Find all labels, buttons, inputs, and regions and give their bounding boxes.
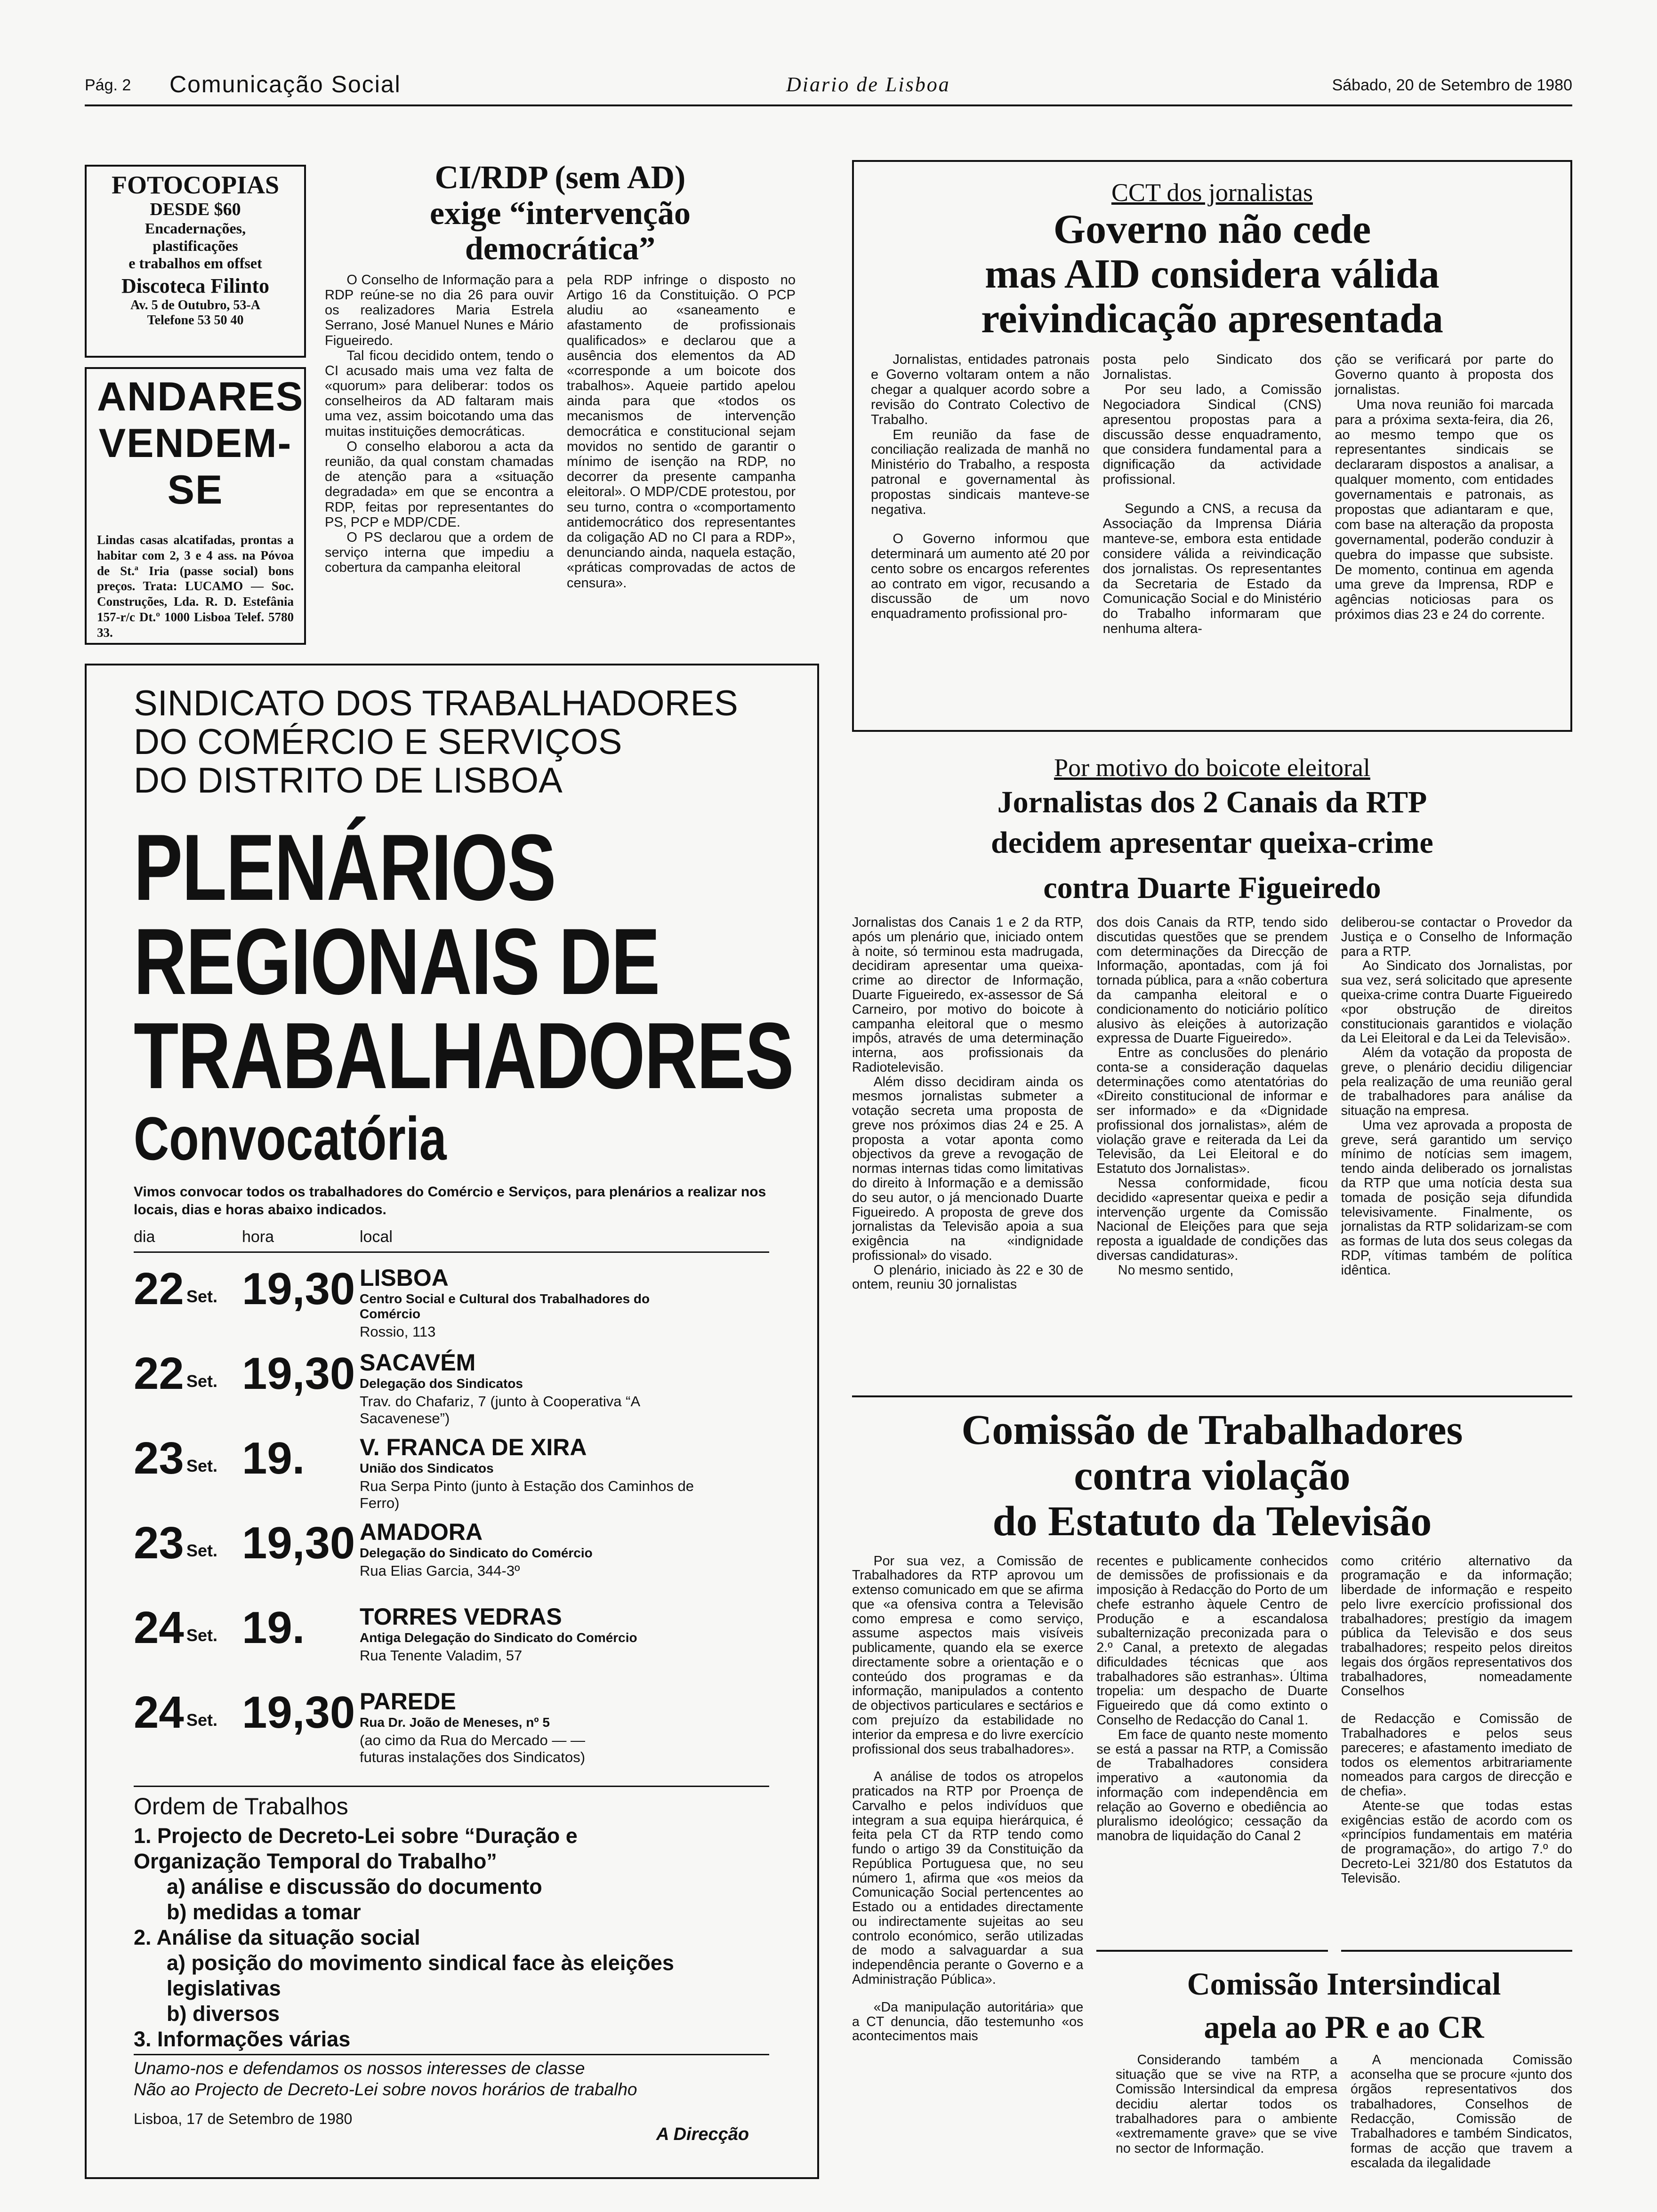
title-line: REGIONAIS DE: [134, 909, 660, 1014]
paragraph: posta pelo Sindicato dos Jornalistas.: [1102, 353, 1322, 382]
row-venue: Rua Dr. João de Meneses, nº 5: [360, 1715, 550, 1730]
ad-fotocopias-line: DESDE $60: [150, 200, 241, 220]
row-time: 19.: [242, 1603, 305, 1653]
row-venue: União dos Sindicatos: [360, 1461, 494, 1475]
paragraph: Em face de quanto neste momento se está a passar na RTP, a Comissão de Trabalhadores considera imperativo a «autonomia da informação com independência em relação ao Governo e obediência ao pluralismo ideológico; cessação da manobra de liquidação do Canal 2: [1096, 1727, 1328, 1844]
ad-andares-title: ANDARES: [97, 374, 304, 419]
ordem-item: a) análise e discussão do documento: [167, 1875, 542, 1899]
article-body: [1116, 2053, 1572, 2180]
title-line: TRABALHADORES: [134, 1003, 794, 1108]
row-address: Rua Elias Garcia, 344-3º: [360, 1563, 520, 1579]
issue-date: Sábado, 20 de Setembro de 1980: [1332, 76, 1572, 94]
row-place: PAREDE: [360, 1688, 456, 1715]
paragraph: Entre as conclusões do plenário conta-se a consideração daquelas determinações como atentatórias do «Direito constitucional de informar e ser informado» e da «Dignidade profissional dos jornalistas», além de violação grave e reiterada da Lei da Televisão, da Lei Eleitoral e do Estatuto dos Jornalistas».: [1096, 1045, 1328, 1177]
row-time: 19,30: [242, 1348, 355, 1399]
row-day: 24: [134, 1687, 184, 1738]
signature: A Direcção: [656, 2124, 749, 2144]
row-time: 19,30: [242, 1518, 355, 1568]
closing-line: Unamo-nos e defendamos os nossos interesses de classe: [134, 2059, 585, 2078]
ordem-item: 3. Informações várias: [134, 2027, 351, 2051]
ordem-item: b) medidas a tomar: [167, 1900, 361, 1924]
paragraph: O plenário, iniciado às 22 e 30 de ontem, reuniu 30 jornalistas: [852, 1262, 1084, 1292]
paragraph: Além disso decidiram ainda os mesmos jornalistas submeter a votação secreta uma proposta de greve nos próximos dias 24 e 25. A proposta a votar aponta como objectivos da greve a revogação de normas internas tidas como limitativas do direito à Informação e a demissão do seu autor, o já mencionado Duarte Figueiredo. A proposta de greve dos jornalistas da Televisão apoia a sua exigência na «indignidade profissional» do visado.: [852, 1074, 1084, 1263]
paragraph: O conselho elaborou a acta da reunião, da qual constam chamadas de atenção para a «situação degradada» em que se encontra a RDP, feitas por representantes do PS, PCP e MDP/CDE.: [325, 439, 554, 530]
row-address: Rossio, 113: [360, 1323, 436, 1340]
ad-sindicato: [85, 664, 819, 2179]
headline: exige “intervenção: [430, 195, 691, 232]
paragraph: Tal ficou decidido ontem, tendo o CI acusado mais uma vez falta de «quorum» para deliberar: todos os conselheiros da AD faltaram mais uma vez, assim boicotando uma das muitas instituições democráticas.: [325, 348, 554, 439]
row-day: 24: [134, 1603, 184, 1653]
row-month: Set.: [186, 1456, 218, 1475]
article-body: [871, 353, 1553, 710]
row-venue: Delegação dos Sindicatos: [360, 1376, 523, 1391]
headline: apela ao PR e ao CR: [1204, 2009, 1484, 2045]
paragraph: ção se verificará por parte do Governo quanto à proposta dos jornalistas.: [1335, 353, 1554, 397]
union-name-line: DO DISTRITO DE LISBOA: [134, 761, 563, 801]
ad-fotocopias-shop: Discoteca Filinto: [121, 274, 270, 298]
page-header: [85, 71, 1572, 99]
ad-fotocopias-line: plastificações: [153, 237, 238, 255]
ad-fotocopias-address: Av. 5 de Outubro, 53-A: [130, 298, 260, 313]
table-row: [134, 1263, 793, 1348]
kicker: CCT dos jornalistas: [1111, 178, 1313, 207]
headline: contra violação: [1074, 1452, 1351, 1499]
table-row: [134, 1348, 793, 1433]
paragraph: A análise de todos os atropelos praticados na RTP por Proença de Carvalho e pelos indivíduos que integram a sua equipa hierárquica, é feita pela CT da RTP tendo como fundo o artigo 39 da Constituição da República Portuguesa que, no seu número 1, afirma que «os meios da Comunicação Social pertencentes ao Estado ou a entidades directamente ou indirectamente sujeitas ao seu controlo económico, serão utilizadas de modo a salvaguardar a sua independência perante o Governo e a Administração Pública».: [852, 1769, 1084, 1987]
paragraph: pela RDP infringe o disposto no Artigo 16 da Constituição. O PCP aludiu ao «saneamento e afastamento de profissionais qualificados» e declarou que a ausência dos elementos da AD «corresponde a um boicote dos trabalhos». Aqueie partido apelou ainda para que «todos os mecanismos de intervenção democrática e constitucional sejam movidos no sentido de garantir o mínimo de isenção na RDP, no decorrer da presente campanha eleitoral». O MDP/CDE protestou, por seu turno, contra o «comportamento antidemocrático dos representantes da coligação AD no CI para a RDP», denunciando ainda, naquela estação, «práticas comprovadas de actos de censura».: [567, 272, 796, 591]
ad-fotocopias-line: Encadernações,: [145, 220, 246, 237]
col-header-rule: [134, 1251, 769, 1253]
row-place: SACAVÉM: [360, 1349, 476, 1376]
headline: Comissão Intersindical: [1187, 1966, 1501, 2002]
headline: do Estatuto da Televisão: [992, 1498, 1432, 1545]
headline: Governo não cede: [1053, 207, 1371, 252]
row-venue: Centro Social e Cultural dos Trabalhadores do Comércio: [360, 1291, 650, 1322]
union-name-line: SINDICATO DOS TRABALHADORES: [134, 683, 738, 723]
row-place: AMADORA: [360, 1519, 483, 1545]
ad-andares: [85, 367, 306, 645]
ordem-item: legislativas: [167, 1976, 281, 2000]
ordem-list: [134, 1823, 793, 2052]
table-row: [134, 1687, 793, 1771]
ad-andares-text: Lindas casas alcatifadas, prontas a habitar com 2, 3 e 4 ass. na Póvoa de St.ª Iria (passe social) bons preços. Trata: LUCAMO — Soc. Construções, Lda. R. D. Estefânia 157-r/c Dt.º 1000 Lisboa Telef. 5780 33.: [97, 532, 294, 640]
row-month: Set.: [186, 1626, 218, 1645]
section-rule: [852, 1395, 1572, 1397]
ordem-item: a) posição do movimento sindical face às eleições: [167, 1951, 674, 1975]
paragraph: deliberou-se contactar o Provedor da Justiça e o Conselho de Informação para a RTP.: [1341, 915, 1572, 959]
closing-rule: [134, 2054, 769, 2055]
convocatoria-intro: Vimos convocar todos os trabalhadores do Comércio e Serviços, para plenários a realizar nos locais, dias e horas abaixo indicados.: [134, 1184, 766, 1218]
table-row: [134, 1517, 793, 1602]
union-name: [134, 684, 738, 800]
article-cct: [852, 160, 1572, 732]
col-header-dia: dia: [134, 1228, 155, 1246]
article-body: [852, 915, 1572, 1395]
paragraph: O PS declarou que a ordem de serviço interna que impediu a cobertura da campanha eleitoral: [325, 529, 554, 576]
col-header-local: local: [360, 1228, 393, 1246]
table-row: [134, 1602, 793, 1687]
article-intersindical: [1116, 1963, 1572, 2188]
row-address: Trav. do Chafariz, 7 (junto à Cooperativa “A Sacavenese”): [360, 1393, 640, 1427]
paragraph: Por seu lado, a Comissão Negociadora Sindical (CNS) apresentou propostas para a discussão desse enquadramento, que considera fundamental para a dignificação da actividade profissional.: [1102, 382, 1322, 488]
paragraph: Jornalistas, entidades patronais e Governo voltaram ontem a não chegar a qualquer acordo sobre a revisão do Contrato Colectivo de Trabalho.: [871, 353, 1090, 427]
row-month: Set.: [186, 1371, 218, 1391]
row-address: (ao cimo da Rua do Mercado — — futuras instalações dos Sindicatos): [360, 1732, 586, 1765]
ordem-title: Ordem de Trabalhos: [134, 1793, 348, 1819]
headline: contra Duarte Figueiredo: [1043, 870, 1381, 905]
ordem-rule: [134, 1786, 769, 1787]
row-venue: Antiga Delegação do Sindicato do Comércio: [360, 1630, 637, 1645]
row-day: 22: [134, 1348, 184, 1399]
masthead: Diario de Lisboa: [786, 73, 950, 96]
ad-fotocopias: [85, 165, 306, 358]
col-header-hora: hora: [242, 1228, 274, 1246]
place-date: Lisboa, 17 de Setembro de 1980: [134, 2110, 353, 2127]
row-time: 19,30: [242, 1264, 355, 1314]
paragraph: Além da votação da proposta de greve, o plenário decidiu diligenciar pela realização de uma reunião geral de trabalhadores para análise da situação na empresa.: [1341, 1045, 1572, 1119]
headline: mas AID considera válida: [985, 251, 1440, 297]
article-rdp: [325, 160, 796, 645]
paragraph: Nessa conformidade, ficou decidido «apresentar queixa e pedir a intervenção urgente da Comissão Nacional de Eleições para que seja reposta a igualdade de condições das diversas candidaturas».: [1096, 1175, 1328, 1263]
row-place: TORRES VEDRAS: [360, 1603, 562, 1630]
article-body: [325, 272, 796, 640]
paragraph: Jornalistas dos Canais 1 e 2 da RTP, após um plenário que, iniciado ontem à noite, só terminou esta madrugada, decidiram apresentar uma queixa-crime ao director de Informação, Duarte Figueiredo, ex-assessor de Sá Carneiro, por motivo do boicote à campanha eleitoral que o mesmo impôs, através de uma determinação interna, aos profissionais da Radiotelevisão.: [852, 915, 1084, 1075]
article-rtp: [852, 753, 1572, 1417]
headline: decidem apresentar queixa-crime: [991, 825, 1433, 860]
paragraph: «Da manipulação autoritária» que a CT denuncia, dão testemunho «os acontecimentos mais: [852, 1999, 1084, 2044]
paragraph: Por sua vez, a Comissão de Trabalhadores da RTP aprovou um extenso comunicado em que se afirma que «a ofensiva contra a Televisão como empresa e como serviço, assume aspectos mais visíveis publicamente, quando ela se exerce directamente sobre a orientação e o conteúdo dos programas e da informação, manipulados a contento de objectivos particulares e sectários e com prejuízo da estabilidade no interior da empresa e do livre exercício profissional dos seus trabalhadores».: [852, 1554, 1084, 1757]
paragraph: Ao Sindicato dos Jornalistas, por sua vez, será solicitado que apresente queixa-crime contra Duarte Figueiredo «por obstrução de direitos constitucionais garantidos e violação da Lei Eleitoral e da Lei da Televisão».: [1341, 958, 1572, 1046]
row-place: V. FRANCA DE XIRA: [360, 1434, 587, 1460]
headline: Comissão de Trabalhadores: [961, 1407, 1463, 1453]
ad-fotocopias-title: FOTOCOPIAS: [111, 171, 280, 199]
paragraph: A mencionada Comissão aconselha que se procure «junto dos órgãos representativos dos trabalhadores, Conselhos de Redacção, Comissão de Trabalhadores e também Sindicatos, formas de acção que travem a escalada da ilegalidade: [1351, 2052, 1572, 2171]
closing-line: Não ao Projecto de Decreto-Lei sobre novos horários de trabalho: [134, 2080, 637, 2099]
paragraph: O Governo informou que determinará um aumento até 20 por cento sobre os encargos referentes ao contrato em vigor, recusando a discussão de um novo enquadramento profissional pro-: [871, 531, 1090, 622]
row-day: 23: [134, 1433, 184, 1483]
row-time: 19,30: [242, 1687, 355, 1738]
row-day: 23: [134, 1518, 184, 1568]
row-time: 19.: [242, 1433, 305, 1483]
paragraph: dos dois Canais da RTP, tendo sido discutidas questões que se prendem com determinações da Direcção de Informação, apontadas, com já foi tornada pública, para a «não cobertura da campanha eleitoral e o condicionamento do noticiário político alusivo às eleições à autorização expressa de Duarte Figueiredo».: [1096, 915, 1328, 1046]
paragraph: Atente-se que todas estas exigências estão de acordo com os «princípios fundamentais em matéria de programação», do artigo 7.º do Decreto-Lei 321/80 dos Estatutos da Televisão.: [1341, 1798, 1572, 1886]
header-rule: [85, 104, 1572, 106]
headline: reivindicação apresentada: [981, 296, 1443, 342]
row-month: Set.: [186, 1710, 218, 1730]
paragraph: Uma nova reunião foi marcada para a próxima sexta-feira, dia 26, ao mesmo tempo que os representantes sindicais se declararam dispostos a analisar, a qualquer momento, com entidades governamentais e patronais, as propostas que adiantaram e que, com base na alteração da proposta governamental, poderão conduzir à quebra do impasse que subsiste. De momento, continua em agenda uma greve da Imprensa, RDP e agências noticiosas para os próximos dias 23 e 24 do corrente.: [1335, 397, 1554, 623]
paragraph: Uma vez aprovada a proposta de greve, será garantido um serviço mínimo de notícias sem imagem, tendo ainda deliberado os jornalistas da RTP que uma notícia desta sua tomada de posição seja difundida televisivamente. Finalmente, os jornalistas da RTP solidarizam-se com as formas de luta dos seus colegas da RDP, vítimas também de política idêntica.: [1341, 1117, 1572, 1278]
paragraph: Em reunião da fase de conciliação realizada de manhã no Ministério do Trabalho, a resposta patronal e governamental às propostas sindicais manteve-se negativa.: [871, 427, 1090, 517]
row-address: Rua Tenente Valadim, 57: [360, 1647, 523, 1664]
union-name-line: DO COMÉRCIO E SERVIÇOS: [134, 722, 622, 762]
ad-fotocopias-phone: Telefone 53 50 40: [147, 313, 244, 328]
schedule-table: [134, 1263, 793, 1771]
headline: Jornalistas dos 2 Canais da RTP: [997, 785, 1427, 819]
ordem-item: b) diversos: [167, 2002, 280, 2026]
paragraph: Considerando também a situação que se vive na RTP, a Comissão Intersindical da empresa decidiu alertar todos os trabalhadores para o ambiente «extremamente grave» que se vive no sector de Informação.: [1116, 2052, 1337, 2156]
plenarios-title: [134, 815, 794, 1108]
paragraph: recentes e publicamente conhecidos de demissões de profissionais e da imposição à Redacção do Porto de um chefe estranho àquele Centro de Produção e a escandalosa subalternização preconizada para o 2.º Canal, a pretexto de alegadas dificuldades técnicas que aos trabalhadores são estranhas». Última tropelia: um despacho de Duarte Figueiredo que dá como extinto o Conselho de Redacção do Canal 1.: [1096, 1554, 1328, 1728]
convocatoria-title: Convocatória: [134, 1104, 447, 1173]
title-line: PLENÁRIOS: [134, 815, 556, 920]
ordem-item: 1. Projecto de Decreto-Lei sobre “Duração e: [134, 1824, 578, 1848]
row-venue: Delegação do Sindicato do Comércio: [360, 1546, 593, 1560]
paragraph: O Conselho de Informação para a RDP reúne-se no dia 26 para ouvir os realizadores Maria Estrela Serrano, José Manuel Nunes e Mário Figueiredo.: [325, 272, 554, 348]
ad-fotocopias-line: e trabalhos em offset: [129, 255, 262, 272]
row-day: 22: [134, 1264, 184, 1314]
headline: democrática”: [465, 231, 656, 267]
ad-andares-title: VENDEM-SE: [98, 420, 292, 513]
page-number: Pág. 2: [85, 76, 131, 94]
row-place: LISBOA: [360, 1265, 449, 1291]
table-row: [134, 1433, 793, 1517]
paragraph: Segundo a CNS, a recusa da Associação da Imprensa Diária manteve-se, embora esta entidade considere válida a reivindicação dos jornalistas. Os representantes da Secretaria de Estado da Comunicação Social e do Ministério do Trabalho informaram que nenhuma altera-: [1102, 501, 1322, 637]
row-address: Rua Serpa Pinto (junto à Estação dos Caminhos de Ferro): [360, 1478, 694, 1511]
section-title: Comunicação Social: [169, 71, 401, 97]
headline: CI/RDP (sem AD): [434, 160, 686, 196]
row-month: Set.: [186, 1541, 218, 1560]
paragraph: No mesmo sentido,: [1118, 1262, 1234, 1278]
ordem-item: Organização Temporal do Trabalho”: [134, 1849, 497, 1873]
paragraph: de Redacção e Comissão de Trabalhadores e pelos seus pareceres; e afastamento imediato de todos os elementos arbitrariamente nomeados para cargos de direcção e de chefia».: [1341, 1711, 1572, 1799]
kicker: Por motivo do boicote eleitoral: [1054, 753, 1370, 782]
ordem-item: 2. Análise da situação social: [134, 1925, 420, 1949]
row-month: Set.: [186, 1287, 218, 1306]
paragraph: como critério alternativo da programação e da informação; liberdade de informação e respeito pelo livre exercício profissional dos trabalhadores; prestígio da imagem pública da Televisão e dos seus trabalhadores; respeito pelos direitos legais dos órgãos representativos dos trabalhadores, nomeadamente Conselhos: [1341, 1554, 1572, 1699]
